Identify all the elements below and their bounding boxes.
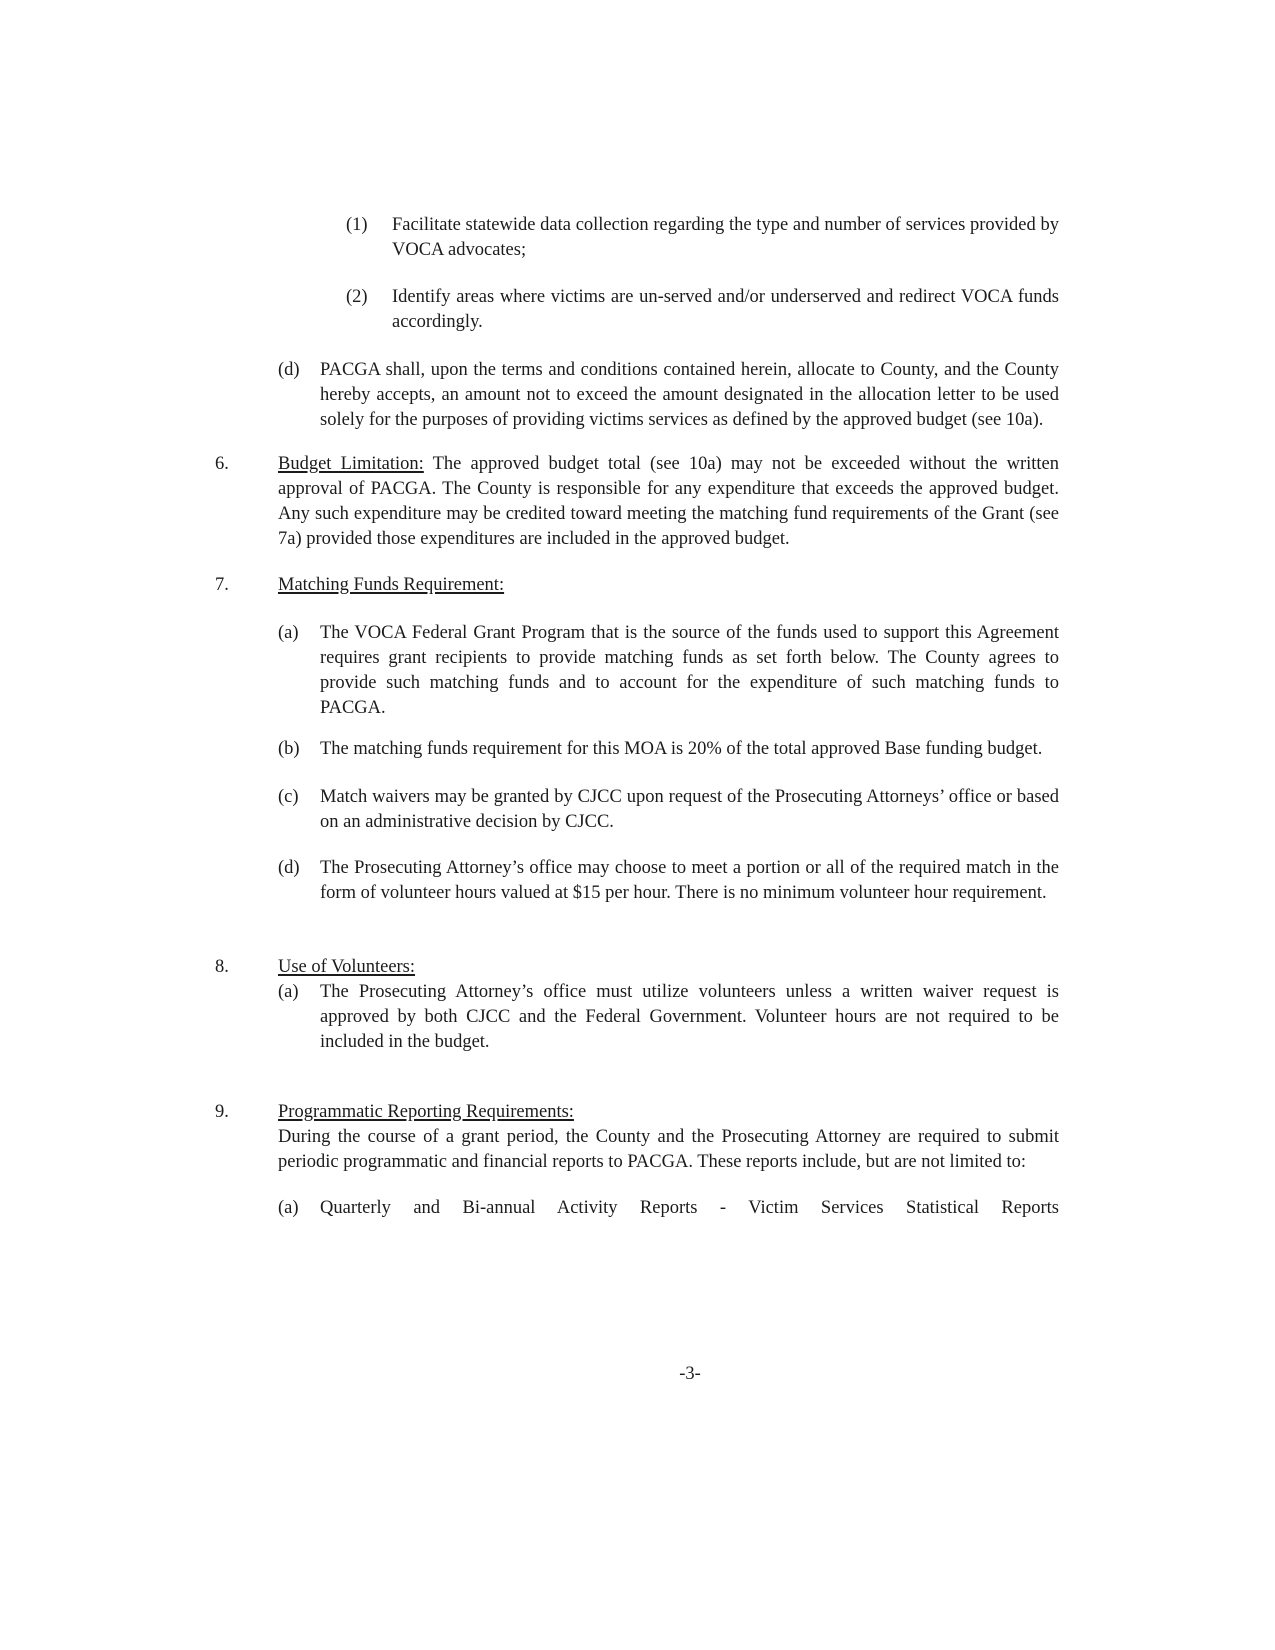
document-body (215, 213, 1059, 1221)
list-item (278, 1196, 1059, 1221)
section-number: 6. (215, 454, 229, 474)
section-body (278, 573, 1059, 955)
section-heading: Programmatic Reporting Requirements: (278, 1102, 574, 1122)
item-label: (a) (278, 982, 299, 1002)
section-number: 8. (215, 957, 229, 977)
section-heading: Use of Volunteers: (278, 957, 416, 977)
item-label: (d) (278, 360, 300, 380)
list-item (278, 785, 1059, 835)
list-item (346, 213, 1059, 263)
list-item (278, 358, 1059, 433)
list-item (278, 737, 1059, 762)
section-heading: Matching Funds Requirement: (278, 575, 505, 595)
list-item (278, 621, 1059, 721)
section-body (278, 452, 1059, 552)
item-text: The Prosecuting Attorney’s office must utilize volunteers unless a written waiver request is approved by both CJCC and the Federal Government. Volunteer hours are not required to be included in the budget. (320, 982, 1059, 1052)
item-label: (d) (278, 858, 300, 878)
section-body (278, 1100, 1059, 1221)
item-text: Identify areas where victims are un-served and/or underserved and redirect VOCA funds accordingly. (392, 287, 1059, 332)
list-item (346, 285, 1059, 335)
section-matching-funds-requirement (215, 573, 1059, 955)
item-label: (2) (346, 287, 368, 307)
section-text: During the course of a grant period, the County and the Prosecuting Attorney are required to submit periodic programmatic and financial reports to PACGA. These reports include, but are not limited to: (278, 1127, 1059, 1172)
section-text: The approved budget total (see 10a) may not be exceeded without the written approval of PACGA. The County is responsible for any expenditure that exceeds the approved budget. Any such expenditure may be credited toward meeting the matching fund requirements of the Grant (see 7a) provided those expenditures are included in the approved budget. (278, 454, 1060, 549)
section-heading-line (278, 1100, 1059, 1125)
item-label: (1) (346, 215, 368, 235)
section-budget-limitation (215, 452, 1059, 552)
item-text: The Prosecuting Attorney’s office may choose to meet a portion or all of the required match in the form of volunteer hours valued at $15 per hour. There is no minimum volunteer hour requirement. (320, 858, 1059, 903)
item-label: (a) (278, 623, 299, 643)
item-text: Quarterly and Bi-annual Activity Reports - Victim Services Statistical Reports (320, 1198, 1059, 1218)
page-number: -3- (679, 1364, 701, 1384)
item-label: (b) (278, 739, 300, 759)
list-item (278, 856, 1059, 906)
item-label: (c) (278, 787, 299, 807)
section-body (278, 955, 1059, 1100)
item-text: The matching funds requirement for this MOA is 20% of the total approved Base funding budget. (320, 739, 1043, 759)
section-heading-line (278, 573, 1059, 598)
item-text: The VOCA Federal Grant Program that is the source of the funds used to support this Agreement requires grant recipients to provide matching funds as set forth below. The County agrees to provide such matching funds and to account for the expenditure of such matching funds to PACGA. (320, 623, 1059, 718)
section-heading-line (278, 955, 1059, 980)
item-text: Match waivers may be granted by CJCC upon request of the Prosecuting Attorneys’ office or based on an administrative decision by CJCC. (320, 787, 1059, 832)
item-label: (a) (278, 1198, 299, 1218)
section-heading: Budget Limitation: (278, 454, 424, 474)
section-use-of-volunteers (215, 955, 1059, 1100)
item-text: Facilitate statewide data collection regarding the type and number of services provided by VOCA advocates; (392, 215, 1059, 260)
section-number: 7. (215, 575, 229, 595)
item-text: PACGA shall, upon the terms and conditions contained herein, allocate to County, and the County hereby accepts, an amount not to exceed the amount designated in the allocation letter to be used solely for the purposes of providing victims services as defined by the approved budget (see 10a). (320, 360, 1059, 430)
section-programmatic-reporting-requirements (215, 1100, 1059, 1221)
list-item (278, 980, 1059, 1055)
section-paragraph (278, 452, 1059, 552)
section-number: 9. (215, 1102, 229, 1122)
